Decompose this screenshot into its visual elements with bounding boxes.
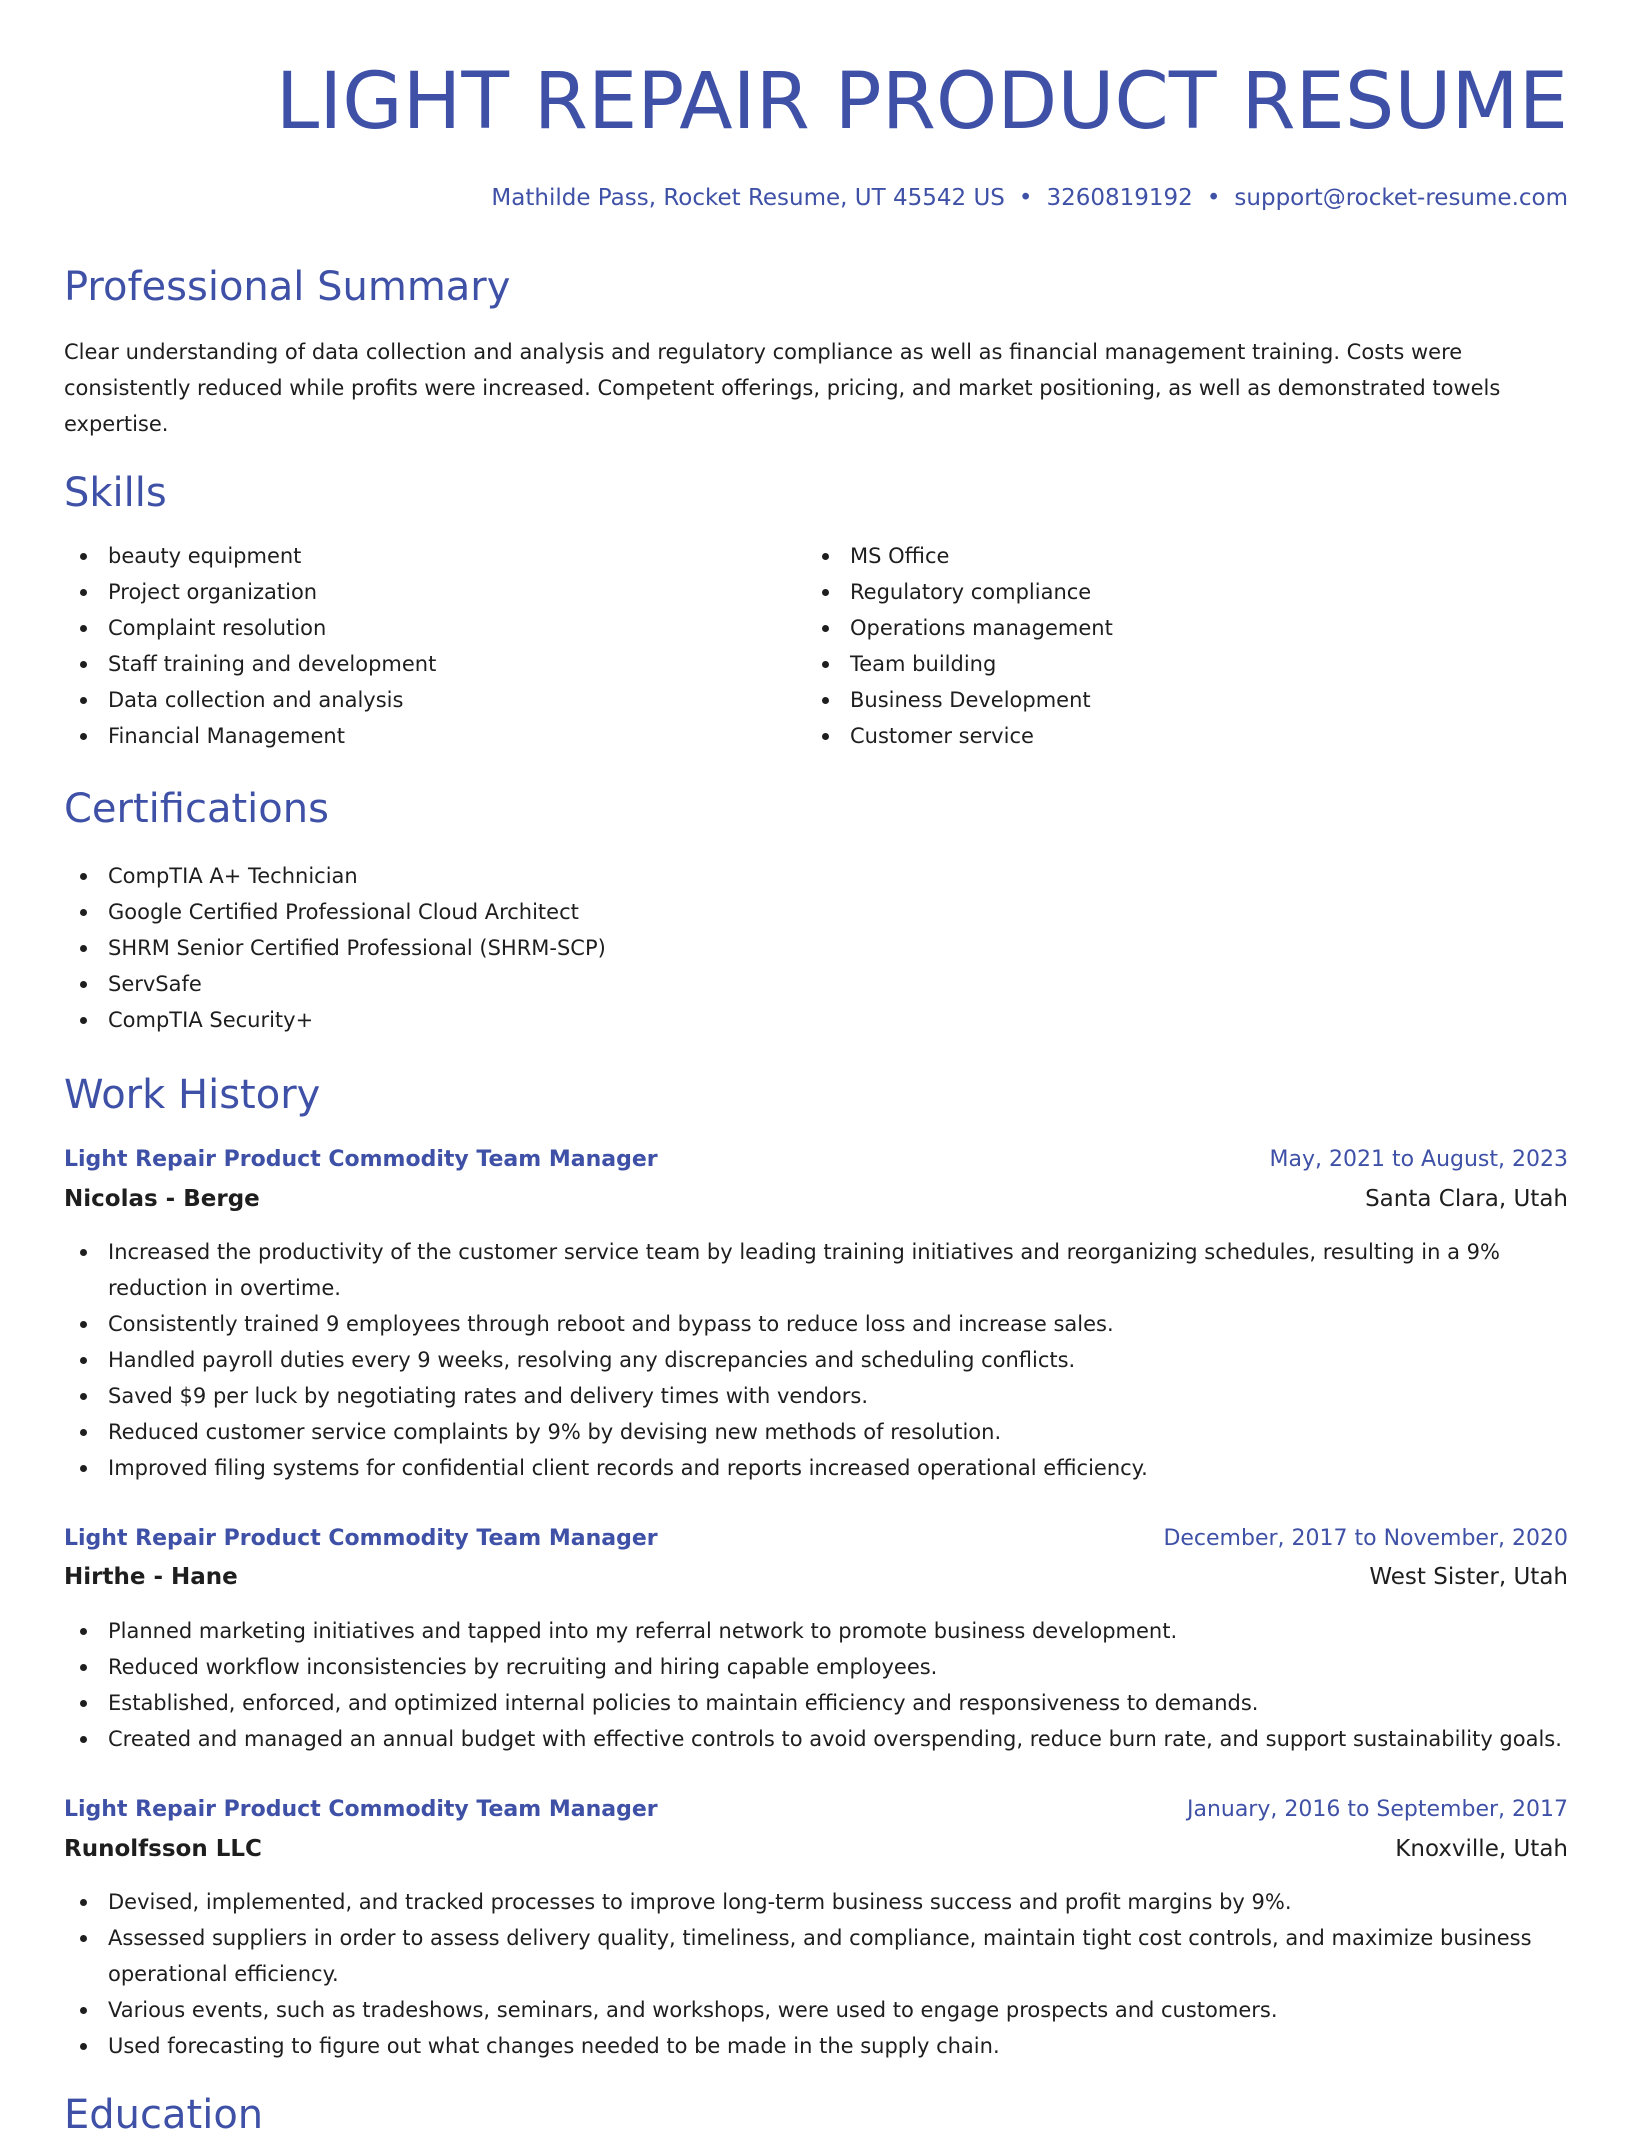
contact-separator: • xyxy=(1018,185,1033,211)
job-subheader xyxy=(64,1181,1568,1217)
skill-item: Complaint resolution xyxy=(64,610,764,646)
job-subheader xyxy=(64,1559,1568,1595)
certification-item: SHRM Senior Certified Professional (SHRM-SCP) xyxy=(64,930,1064,966)
contact-address: Mathilde Pass, Rocket Resume, UT 45542 US xyxy=(491,185,1005,211)
job-title: Light Repair Product Commodity Team Manager xyxy=(64,1797,658,1822)
job-dates: January, 2016 to September, 2017 xyxy=(1186,1797,1568,1822)
job-bullet: Created and managed an annual budget with effective controls to avoid overspending, reduce burn rate, and support sustainability goals. xyxy=(64,1721,1568,1757)
contact-line xyxy=(491,180,1568,216)
skill-item: Project organization xyxy=(64,574,764,610)
contact-phone: 3260819192 xyxy=(1046,185,1193,211)
job-location: Knoxville, Utah xyxy=(1395,1836,1568,1862)
job-dates: December, 2017 to November, 2020 xyxy=(1163,1526,1568,1551)
education-heading: Education xyxy=(64,2092,264,2138)
skill-item: MS Office xyxy=(806,538,1506,574)
certification-item: CompTIA Security+ xyxy=(64,1002,1064,1038)
job-company: Runolfsson LLC xyxy=(64,1836,262,1862)
skill-item: Financial Management xyxy=(64,718,764,754)
skill-item: Customer service xyxy=(806,718,1506,754)
job-header xyxy=(64,1521,1568,1557)
certification-item: Google Certified Professional Cloud Architect xyxy=(64,894,1064,930)
job-title: Light Repair Product Commodity Team Manager xyxy=(64,1526,658,1551)
job-header xyxy=(64,1142,1568,1178)
job-bullet: Used forecasting to figure out what changes needed to be made in the supply chain. xyxy=(64,2028,1568,2064)
job-location: West Sister, Utah xyxy=(1369,1564,1568,1590)
job-bullets xyxy=(64,1884,1568,2064)
contact-email: support@rocket-resume.com xyxy=(1234,185,1568,211)
certification-item: ServSafe xyxy=(64,966,1064,1002)
job-bullet: Various events, such as tradeshows, seminars, and workshops, were used to engage prospects and customers. xyxy=(64,1992,1568,2028)
certifications-list xyxy=(64,858,1064,1038)
job-bullet: Assessed suppliers in order to assess delivery quality, timeliness, and compliance, maintain tight cost controls, and maximize business operational efficiency. xyxy=(64,1920,1568,1992)
job-bullet: Reduced customer service complaints by 9% by devising new methods of resolution. xyxy=(64,1414,1568,1450)
certification-item: CompTIA A+ Technician xyxy=(64,858,1064,894)
job-bullet: Handled payroll duties every 9 weeks, resolving any discrepancies and scheduling conflicts. xyxy=(64,1342,1568,1378)
job-bullets xyxy=(64,1613,1568,1757)
resume-title: LIGHT REPAIR PRODUCT RESUME xyxy=(275,57,1568,147)
contact-separator: • xyxy=(1206,185,1221,211)
job-bullet: Increased the productivity of the customer service team by leading training initiatives and reorganizing schedules, resulting in a 9% reduction in overtime. xyxy=(64,1234,1568,1306)
skills-list-right xyxy=(806,538,1506,754)
skill-item: Operations management xyxy=(806,610,1506,646)
job-title: Light Repair Product Commodity Team Manager xyxy=(64,1147,658,1172)
job-bullet: Established, enforced, and optimized internal policies to maintain efficiency and responsiveness to demands. xyxy=(64,1685,1568,1721)
job-bullet: Consistently trained 9 employees through reboot and bypass to reduce loss and increase sales. xyxy=(64,1306,1568,1342)
job-bullets xyxy=(64,1234,1568,1486)
job-header xyxy=(64,1792,1568,1828)
job-subheader xyxy=(64,1831,1568,1867)
skills-heading: Skills xyxy=(64,470,167,516)
skill-item: Regulatory compliance xyxy=(806,574,1506,610)
work-history-heading: Work History xyxy=(64,1072,321,1118)
skills-list-left xyxy=(64,538,764,754)
job-bullet: Devised, implemented, and tracked processes to improve long-term business success and profit margins by 9%. xyxy=(64,1884,1568,1920)
skill-item: beauty equipment xyxy=(64,538,764,574)
skill-item: Business Development xyxy=(806,682,1506,718)
job-company: Nicolas - Berge xyxy=(64,1186,260,1212)
certifications-heading: Certifications xyxy=(64,786,329,832)
skill-item: Data collection and analysis xyxy=(64,682,764,718)
summary-heading: Professional Summary xyxy=(64,264,511,310)
job-dates: May, 2021 to August, 2023 xyxy=(1269,1147,1568,1172)
summary-text: Clear understanding of data collection and analysis and regulatory compliance as well as financial management training. Costs were consistently reduced while profits were increased. Competent offerings, pricing, and market positioning, as well as demonstrated towels expertise. xyxy=(64,340,1501,436)
job-company: Hirthe - Hane xyxy=(64,1564,238,1590)
job-bullet: Saved $9 per luck by negotiating rates and delivery times with vendors. xyxy=(64,1378,1568,1414)
skill-item: Staff training and development xyxy=(64,646,764,682)
job-bullet: Improved filing systems for confidential client records and reports increased operational efficiency. xyxy=(64,1450,1568,1486)
skill-item: Team building xyxy=(806,646,1506,682)
job-location: Santa Clara, Utah xyxy=(1365,1186,1568,1212)
job-bullet: Planned marketing initiatives and tapped into my referral network to promote business development. xyxy=(64,1613,1568,1649)
job-bullet: Reduced workflow inconsistencies by recruiting and hiring capable employees. xyxy=(64,1649,1568,1685)
